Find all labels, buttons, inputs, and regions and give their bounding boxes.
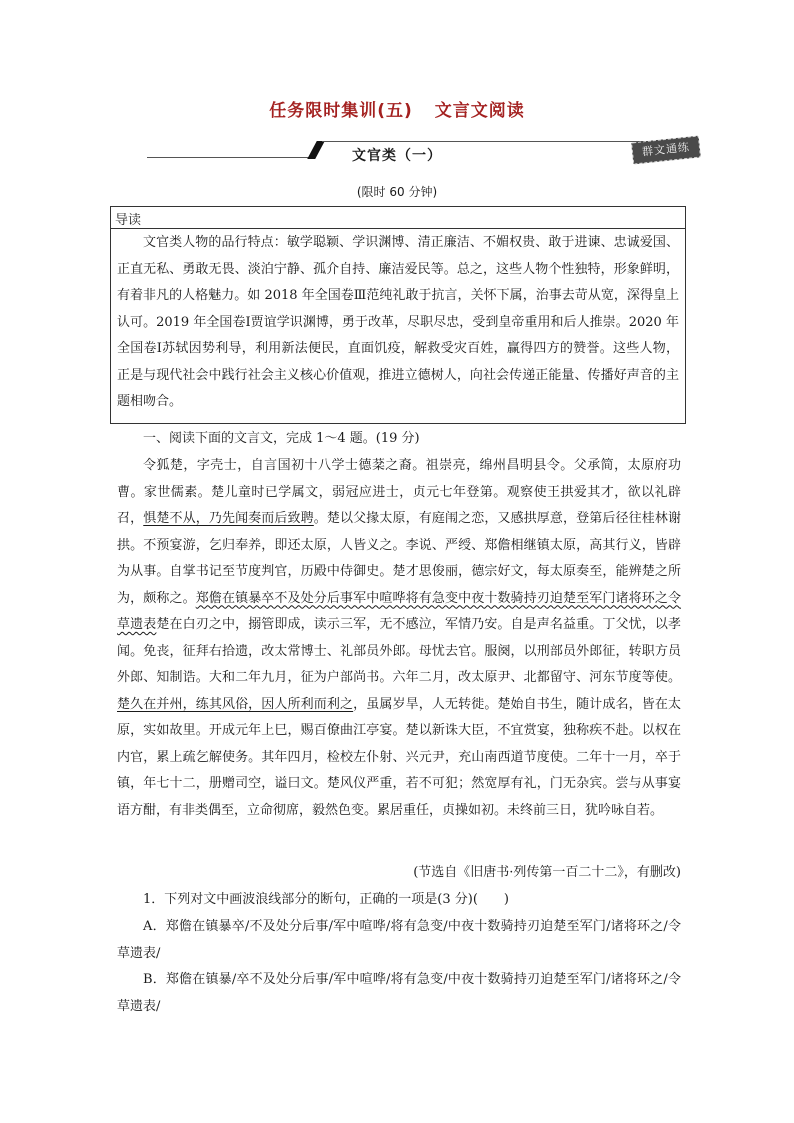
wavy-underlined-segment: 郑儋在镇暴卒不及处分后事军中喧哗将有急变中夜十数骑持刃迫楚至军门诸将环之令草遗表: [117, 590, 681, 632]
main-title-part1: 任务限时集训(五): [269, 101, 413, 121]
time-limit: (限时 60 分钟): [356, 185, 438, 199]
passage-part-2: 。楚以父掾太原，有庭闱之恋，又感拱厚意，登第后径往桂林谢拱。不预宴游，乞归奉养，即还太原，人皆义之。李说、严绶、郑儋相继镇太原，高其行义，皆辟为从事。自掌书记至节度判官，历殿中侍御史。楚才思俊丽，德宗好文，每太原奏至，能辨楚之所为，颇称之。: [117, 511, 681, 606]
section-title: 文官类（一）: [352, 148, 442, 164]
source-citation: (节选自《旧唐书·列传第一百二十二》，有删改): [413, 865, 681, 880]
question-1-stem: 1．下列对文中画波浪线部分的断句，正确的一项是(3 分)( ): [143, 892, 509, 907]
main-title-part2: 文言文阅读: [434, 101, 525, 121]
passage-part-4: ，虽属岁旱，人无转徙。楚始自书生，随计成名，皆在太原，实如故里。开成元年上巳，赐百僚曲江亭宴。楚以新诛大臣，不宜赏宴，独称疾不赴。以权在内官，累上疏乞解使务。其年四月，检校左仆射、兴元尹，充山南西道节度使。二年十一月，卒于镇，年七十二，册赠司空，谥曰文。楚风仪严重，若不可犯；然宽厚有礼，门无杂宾。尝与从事宴语方酣，有非类偶至，立命彻席，毅然色变。累居重任，贞操如初。未终前三日，犹吟咏自若。: [117, 696, 681, 818]
passage-part-3: 楚在白刃之中，搦管即成，读示三军，无不感泣，军情乃安。自是声名益重。丁父忧，以孝闻。免丧，征拜右拾遗，改太常博士、礼部员外郎。母忧去官。服阕，以刑部员外郎征，转职方员外郎、知制诰。大和二年九月，征为户部尚书。六年二月，改太原尹、北都留守、河东节度等使。: [117, 617, 681, 685]
underlined-sentence-1: 惧楚不从，乃先闻奏而后致聘: [143, 511, 314, 526]
underlined-sentence-2: 楚久在并州，练其风俗，因人所利而利之: [117, 696, 354, 712]
practice-stamp: 群文通练: [631, 136, 701, 165]
section-one-title: 一、阅读下面的文言文，完成 1～4 题。(19 分): [143, 431, 420, 446]
passage-part-1: 令狐楚，字壳士，自言国初十八学士德棻之裔。祖崇亮，绵州昌明县令。父承简，太原府功曹。家世儒素。楚儿童时已学属文，弱冠应进士，贞元七年登第。观察使王拱爱其才，欲以礼辟召，: [117, 458, 681, 526]
passage-text: [117, 453, 681, 824]
guide-text: 文官类人物的品行特点：敏学聪颖、学识渊博、清正廉洁、不媚权贵、敢于进谏、忠诚爱国、正直无私、勇敢无畏、淡泊宁静、孤介自持、廉洁爱民等。总之，这些人物个性独特，形象鲜明，有着非凡的人格魅力。如 2018 年全国卷Ⅲ范纯礼敢于抗言，关怀下属，治事去苛从宽，深得皇上认可。2019 年全国卷Ⅰ贾谊学识渊博，勇于改革，尽职尽忠，受到皇帝重用和后人推崇。2020 年全国卷Ⅰ苏轼因势利导，利用新法便民，直面饥疫，解救受灾百姓，赢得四方的赞誉。这些人物，正是与现代社会中践行社会主义核心价值观，推进立德树人，向社会传递正能量、传播好声音的主题相吻合。: [117, 235, 679, 409]
guide-label: 导读: [111, 207, 685, 229]
question-1-option-b: B．郑儋在镇暴/卒不及处分后事/军中喧哗/将有急变/中夜十数骑持刃迫楚至军门/诸将环之/令草遗表/: [117, 972, 681, 1014]
main-title: [0, 96, 794, 121]
guide-box: [110, 206, 686, 424]
question-1-option-a: A．郑儋在镇暴卒/不及处分后事/军中喧哗/将有急变/中夜十数骑持刃迫楚至军门/诸将环之/令草遗表/: [117, 919, 681, 961]
